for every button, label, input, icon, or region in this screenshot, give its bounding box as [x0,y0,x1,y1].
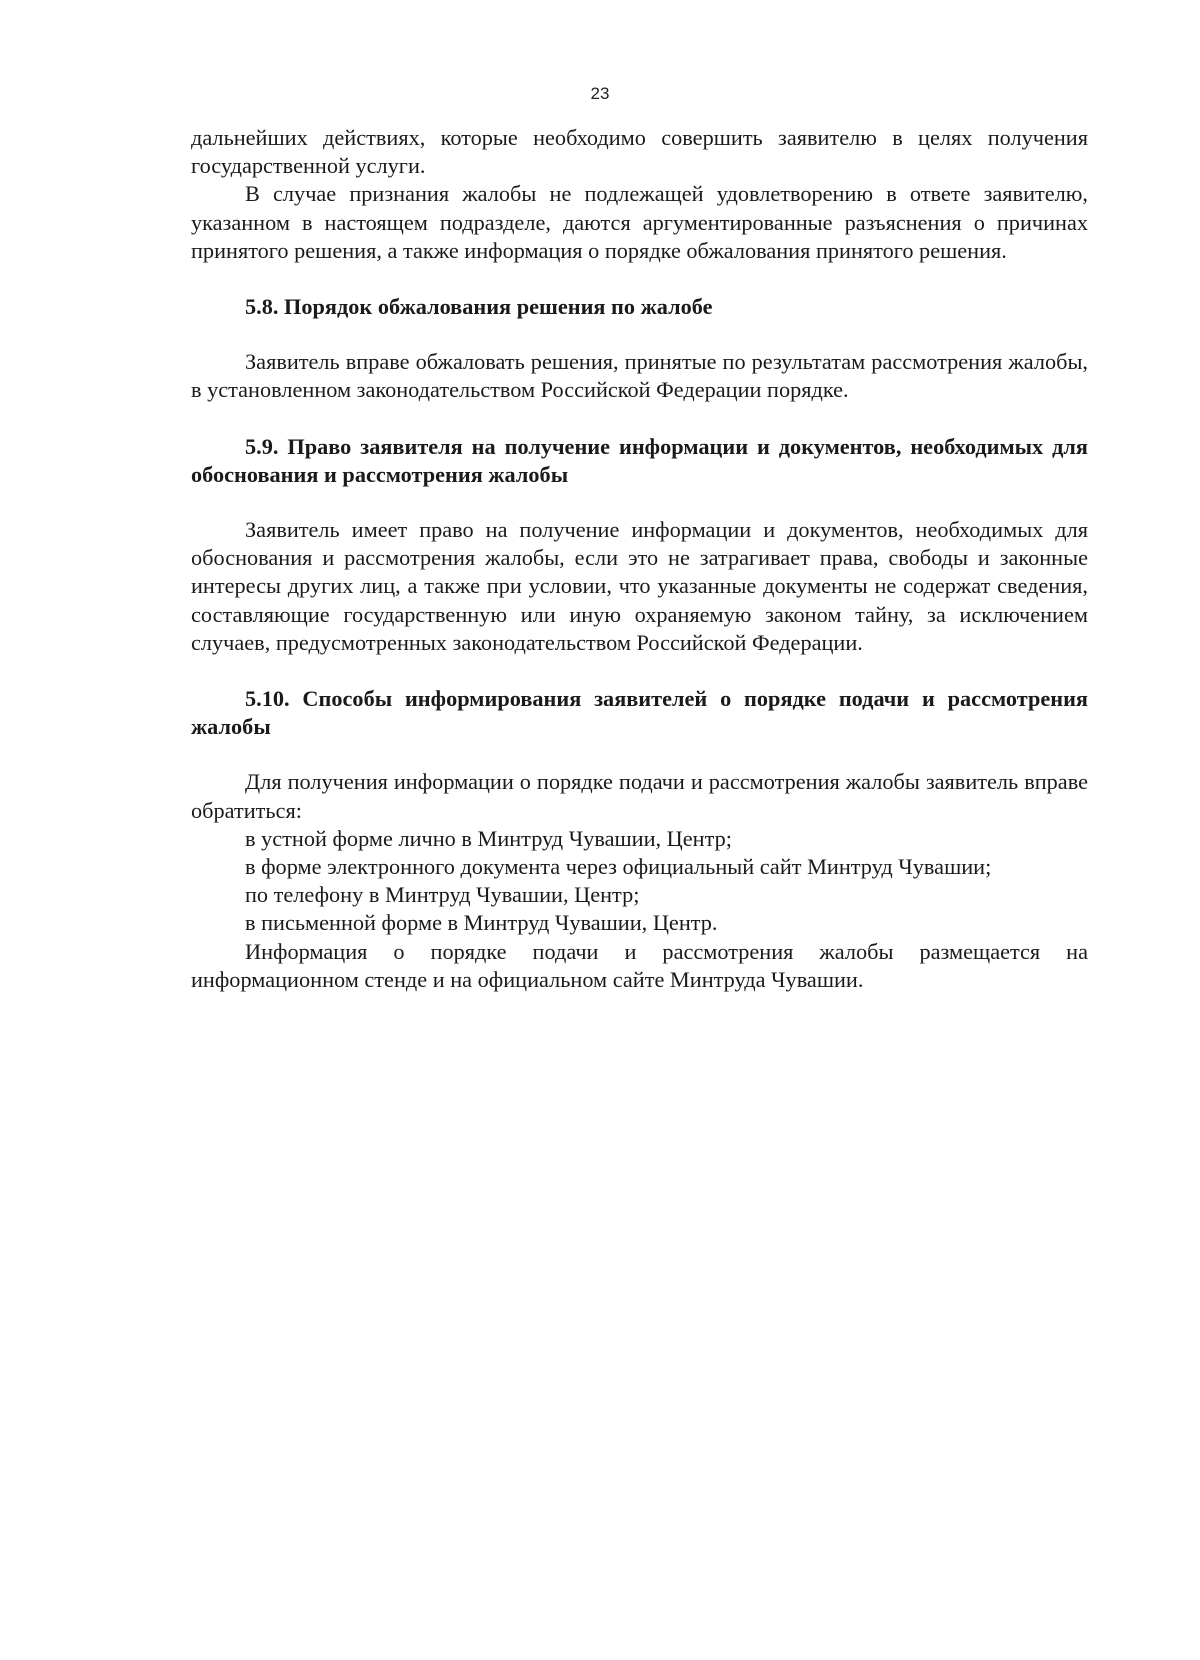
section-5-8-paragraph: Заявитель вправе обжаловать решения, принятые по результатам рассмотрения жалобы, в установленном законодательством Российской Федерации порядке. [191,349,1088,403]
spacer [191,489,1088,516]
contact-method-item: в письменной форме в Минтруд Чувашии, Центр. [245,910,718,936]
contact-method-item: в устной форме лично в Минтруд Чувашии, Центр; [245,825,732,851]
section-5-10-paragraph-intro: Для получения информации о порядке подачи и рассмотрения жалобы заявитель вправе обратиться: [191,769,1088,823]
document-body [191,124,1088,994]
section-5-8-heading: 5.8. Порядок обжалования решения по жалобе [245,294,713,320]
spacer [191,405,1088,433]
spacer [191,741,1088,768]
contact-method-item: в форме электронного документа через официальный сайт Минтруд Чувашии; [245,854,992,880]
spacer [191,657,1088,685]
intro-paragraph-continuation: дальнейших действиях, которые необходимо совершить заявителю в целях получения государственной услуги. [191,125,1088,179]
section-5-9-paragraph: Заявитель имеет право на получение информации и документов, необходимых для обоснования и рассмотрения жалобы, если это не затрагивает права, свободы и законные интересы других лиц, а также при условии, что указанные документы не содержат сведения, составляющие государственную или иную охраняемую законом тайну, за исключением случаев, предусмотренных законодательством Российской Федерации. [191,517,1088,655]
section-5-10-heading: 5.10. Способы информирования заявителей о порядке подачи и рассмотрения жалобы [191,686,1088,740]
section-5-9-heading: 5.9. Право заявителя на получение информации и документов, необходимых для обоснования и рассмотрения жалобы [191,433,1088,487]
page-number: 23 [590,84,610,103]
spacer [191,265,1088,293]
contact-method-item: по телефону в Минтруд Чувашии, Центр; [245,882,640,908]
intro-paragraph-rejection: В случае признания жалобы не подлежащей удовлетворению в ответе заявителю, указанном в настоящем подразделе, даются аргументированные разъяснения о причинах принятого решения, а также информация о порядке обжалования принятого решения. [191,181,1088,263]
section-5-10-paragraph-info: Информация о порядке подачи и рассмотрения жалобы размещается на информационном стенде и на официальном сайте Минтруда Чувашии. [191,938,1088,992]
spacer [191,321,1088,348]
